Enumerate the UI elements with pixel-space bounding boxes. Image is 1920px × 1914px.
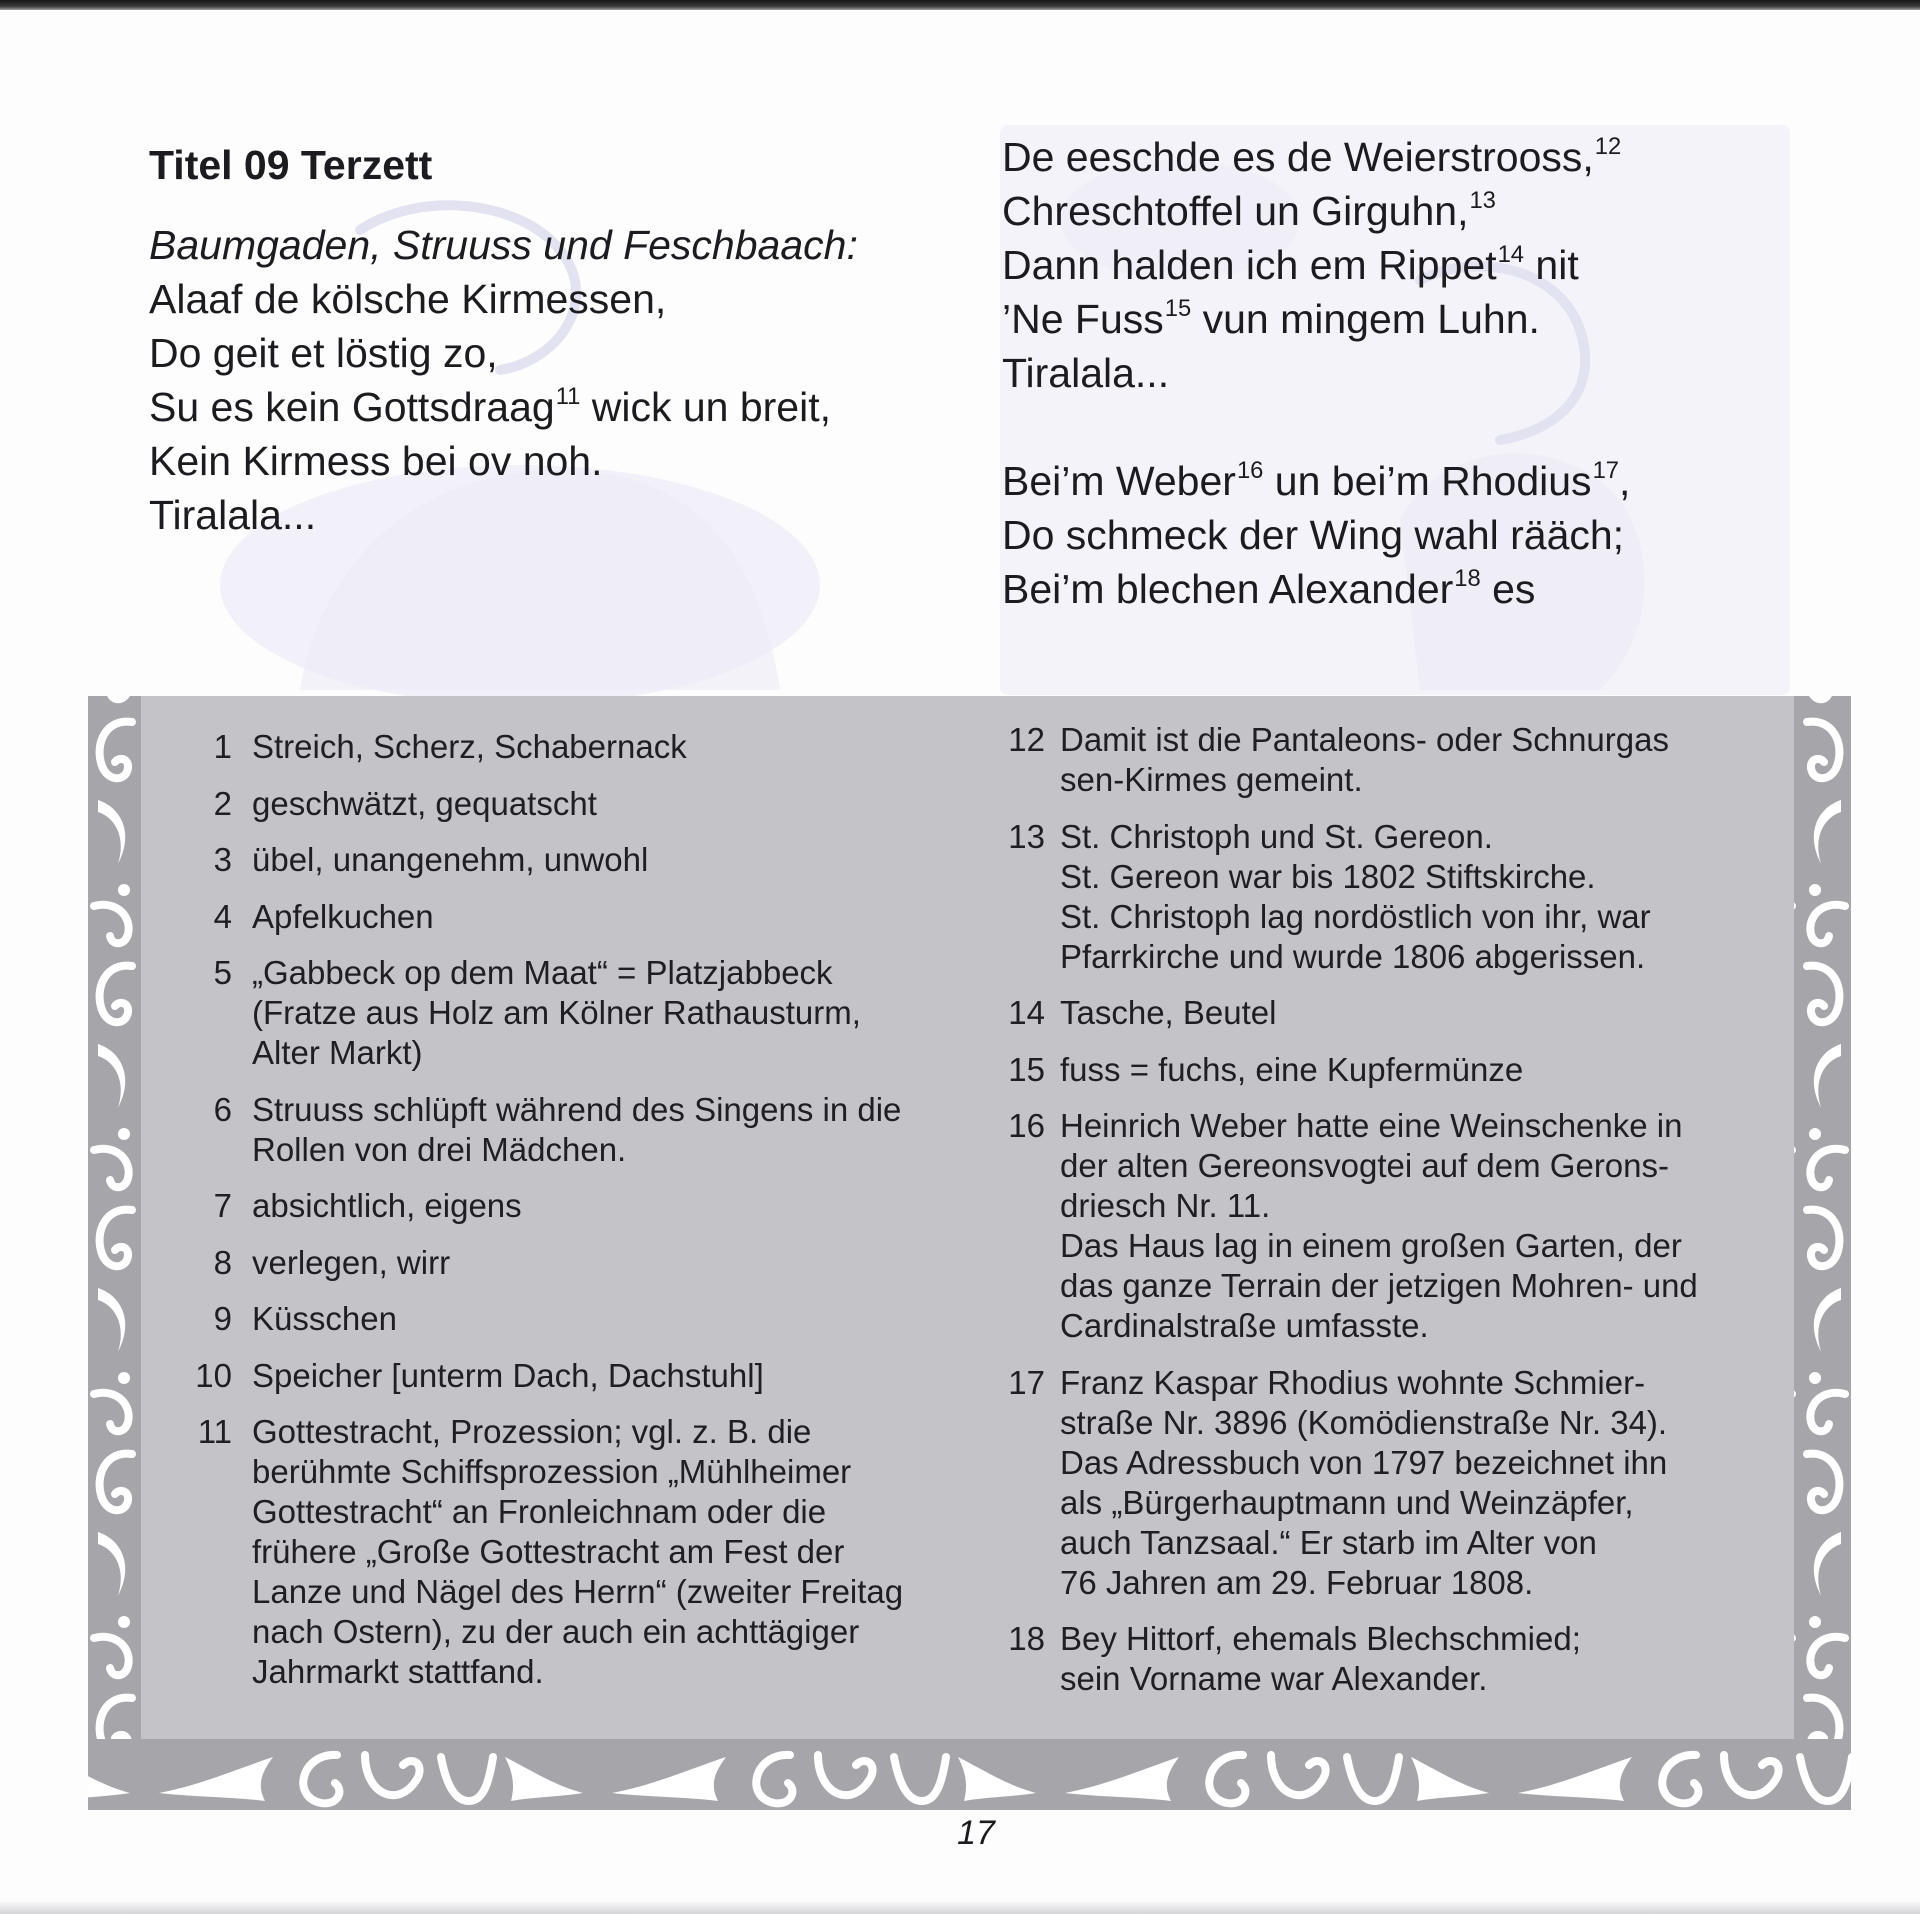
footnote-text bbox=[252, 1412, 903, 1692]
footnote-line: das ganze Terrain der jetzigen Mohren- und bbox=[1060, 1267, 1698, 1304]
lyric-text: wick un breit, bbox=[580, 384, 832, 430]
footnote-reference: 12 bbox=[1594, 132, 1622, 160]
lyric-line bbox=[149, 272, 969, 326]
footnote-line: Struuss schlüpft während des Singens in die bbox=[252, 1090, 902, 1128]
footnote-number: 7 bbox=[213, 1187, 232, 1224]
lyric-text: Tiralala... bbox=[1002, 350, 1170, 396]
footnote-number: 2 bbox=[213, 784, 232, 822]
footnote bbox=[180, 1243, 960, 1283]
lyric-line bbox=[1002, 346, 1822, 400]
footnote-line: driesch Nr. 11. bbox=[1060, 1187, 1271, 1224]
footnote-text bbox=[252, 840, 648, 880]
lyrics-right-column bbox=[1002, 130, 1822, 616]
lyric-line bbox=[149, 380, 969, 434]
song-title: Titel 09 Terzett bbox=[149, 142, 433, 188]
footnote-line: Rollen von drei Mädchen. bbox=[252, 1130, 627, 1168]
lyric-line bbox=[1002, 130, 1822, 184]
footnote-line: Alter Markt) bbox=[252, 1034, 423, 1071]
lyric-text: un bei’m Rhodius bbox=[1263, 458, 1592, 504]
footnote-line: Damit ist die Pantaleons- oder Schnurgas bbox=[1060, 721, 1669, 758]
footnote-text bbox=[252, 1243, 450, 1283]
footnote-line: Pfarrkirche und wurde 1806 abgerissen. bbox=[1060, 937, 1646, 975]
lyric-text: Bei’m blechen Alexander bbox=[1002, 566, 1454, 612]
footnote bbox=[995, 1363, 1790, 1603]
lyric-line bbox=[149, 326, 969, 380]
footnote bbox=[180, 1090, 960, 1170]
footnote bbox=[180, 1299, 960, 1339]
lyrics-left-column bbox=[149, 138, 969, 542]
footnote-text bbox=[252, 1186, 522, 1226]
footnote bbox=[995, 1050, 1790, 1090]
footnote-reference: 15 bbox=[1164, 294, 1192, 322]
lyric-line bbox=[149, 434, 969, 488]
footnote-number: 16 bbox=[1008, 1107, 1045, 1144]
footnote-line: Küsschen bbox=[252, 1300, 397, 1337]
footnote-number: 5 bbox=[213, 954, 232, 991]
footnote-reference: 16 bbox=[1236, 456, 1264, 484]
lyric-line bbox=[1002, 184, 1822, 238]
footnote-number: 14 bbox=[1008, 994, 1045, 1031]
footnote-line: straße Nr. 3896 (Komödienstraße Nr. 34). bbox=[1060, 1403, 1668, 1441]
footnote-reference: 18 bbox=[1454, 564, 1481, 592]
footnote bbox=[180, 897, 960, 937]
footnotes-right-column bbox=[995, 720, 1790, 1716]
footnote bbox=[180, 840, 960, 880]
footnote-text bbox=[252, 1356, 764, 1396]
page-number: 17 bbox=[957, 1814, 995, 1852]
footnote-line: Lanze und Nägel des Herrn“ (zweiter Freitag bbox=[252, 1573, 904, 1610]
footnote bbox=[180, 1412, 960, 1692]
footnote-number: 8 bbox=[213, 1243, 232, 1281]
singer-names: Baumgaden, Struuss und Feschbaach: bbox=[149, 222, 858, 268]
footnote-text bbox=[252, 897, 434, 937]
footnote-line: Apfelkuchen bbox=[252, 897, 434, 935]
footnote-text bbox=[1060, 720, 1669, 800]
footnote bbox=[180, 727, 960, 767]
footnote-number: 3 bbox=[213, 841, 232, 878]
footnote bbox=[995, 1106, 1790, 1346]
footnote-number: 13 bbox=[1008, 817, 1045, 855]
footnote-text bbox=[1060, 817, 1651, 977]
footnote-line: Bey Hittorf, ehemals Blechschmied; bbox=[1060, 1620, 1581, 1657]
footnote-reference: 17 bbox=[1592, 456, 1619, 484]
footnote bbox=[995, 817, 1790, 977]
footnote-number: 12 bbox=[1008, 721, 1045, 758]
lyric-text: nit bbox=[1524, 242, 1579, 288]
footnote-reference: 13 bbox=[1469, 186, 1496, 214]
footnote-line: frühere „Große Gottestracht am Fest der bbox=[252, 1533, 845, 1570]
footnote bbox=[995, 1619, 1790, 1699]
footnote-number: 17 bbox=[1008, 1363, 1045, 1401]
lyric-line bbox=[1002, 508, 1822, 562]
footnote-line: Tasche, Beutel bbox=[1060, 994, 1277, 1031]
footnote bbox=[995, 720, 1790, 800]
lyric-text: Do geit et löstig zo, bbox=[149, 330, 498, 376]
scan-bottom-edge bbox=[0, 1900, 1920, 1914]
footnote-line: nach Ostern), zu der auch ein achttägiger bbox=[252, 1613, 860, 1650]
footnote-reference: 11 bbox=[555, 382, 581, 410]
footnote-text bbox=[1060, 1050, 1523, 1090]
lyric-text: Dann halden ich em Rippet bbox=[1002, 242, 1497, 288]
lyric-line bbox=[1002, 454, 1822, 508]
lyric-text: Chreschtoffel un Girguhn, bbox=[1002, 188, 1469, 234]
footnote-line: absichtlich, eigens bbox=[252, 1187, 522, 1224]
footnote-number: 1 bbox=[213, 728, 232, 765]
footnote-line: Heinrich Weber hatte eine Weinschenke in bbox=[1060, 1107, 1683, 1144]
lyric-text: ’Ne Fuss bbox=[1002, 296, 1164, 342]
footnote-line: „Gabbeck op dem Maat“ = Platzjabbeck bbox=[252, 954, 833, 991]
footnote-line: Gottestracht“ an Fronleichnam oder die bbox=[252, 1493, 827, 1530]
footnote-line: Jahrmarkt stattfand. bbox=[252, 1653, 544, 1690]
footnote bbox=[995, 993, 1790, 1033]
footnote-line: St. Gereon war bis 1802 Stiftskirche. bbox=[1060, 857, 1596, 895]
lyric-text: Tiralala... bbox=[149, 492, 317, 538]
footnote-line: berühmte Schiffsprozession „Mühlheimer bbox=[252, 1453, 852, 1490]
footnote-line: fuss = fuchs, eine Kupfermünze bbox=[1060, 1050, 1524, 1088]
footnote-number: 11 bbox=[197, 1413, 232, 1450]
lyric-text: vun mingem Luhn. bbox=[1191, 296, 1540, 342]
footnote-line: Gottestracht, Prozession; vgl. z. B. die bbox=[252, 1413, 812, 1450]
footnote-number: 9 bbox=[213, 1300, 232, 1337]
footnote-line: Speicher [unterm Dach, Dachstuhl] bbox=[252, 1356, 764, 1394]
footnote-text bbox=[252, 727, 687, 767]
lyric-text: Alaaf de kölsche Kirmessen, bbox=[149, 276, 667, 322]
footnote-text bbox=[1060, 993, 1276, 1033]
footnote-line: Cardinalstraße umfasste. bbox=[1060, 1307, 1429, 1344]
lyric-text: Bei’m Weber bbox=[1002, 458, 1236, 504]
footnote-number: 4 bbox=[213, 897, 232, 935]
footnote bbox=[180, 1186, 960, 1226]
footnote-line: (Fratze aus Holz am Kölner Rathausturm, bbox=[252, 994, 861, 1031]
lyric-stanza bbox=[1002, 130, 1822, 400]
lyric-text: Kein Kirmess bei ov noh. bbox=[149, 438, 603, 484]
footnote-number: 10 bbox=[195, 1356, 232, 1394]
footnotes-left-column bbox=[180, 727, 960, 1709]
footnote-line: Franz Kaspar Rhodius wohnte Schmier- bbox=[1060, 1363, 1646, 1401]
footnote-line: der alten Gereonsvogtei auf dem Gerons- bbox=[1060, 1147, 1670, 1184]
footnote bbox=[180, 953, 960, 1073]
footnote-line: St. Christoph und St. Gereon. bbox=[1060, 817, 1493, 855]
footnote-text bbox=[1060, 1619, 1581, 1699]
footnote-line: geschwätzt, gequatscht bbox=[252, 784, 597, 822]
footnote-text bbox=[252, 784, 597, 824]
lyric-text: De eeschde es de Weierstrooss, bbox=[1002, 134, 1594, 180]
footnote-line: Streich, Scherz, Schabernack bbox=[252, 728, 687, 765]
footnote-reference: 14 bbox=[1497, 240, 1525, 268]
footnote-text bbox=[252, 1299, 397, 1339]
lyric-text: Su es kein Gottsdraag bbox=[149, 384, 555, 430]
footnote-number: 6 bbox=[213, 1090, 232, 1128]
footnote-line: St. Christoph lag nordöstlich von ihr, war bbox=[1060, 897, 1651, 935]
footnote-text bbox=[252, 953, 861, 1073]
footnote-line: sein Vorname war Alexander. bbox=[1060, 1660, 1488, 1697]
footnote-text bbox=[1060, 1106, 1698, 1346]
footnote-number: 15 bbox=[1008, 1050, 1045, 1088]
footnote-line: verlegen, wirr bbox=[252, 1243, 451, 1281]
footnote-line: sen-Kirmes gemeint. bbox=[1060, 761, 1363, 798]
footnote-line: Das Adressbuch von 1797 bezeichnet ihn bbox=[1060, 1443, 1668, 1481]
lyric-text: Do schmeck der Wing wahl rääch; bbox=[1002, 512, 1625, 558]
lyric-text: , bbox=[1619, 458, 1631, 504]
lyric-text: es bbox=[1480, 566, 1536, 612]
lyric-line bbox=[1002, 292, 1822, 346]
footnote bbox=[180, 784, 960, 824]
footnote-number: 18 bbox=[1008, 1620, 1045, 1657]
footnote-line: übel, unangenehm, unwohl bbox=[252, 841, 649, 878]
footnote-line: Das Haus lag in einem großen Garten, der bbox=[1060, 1227, 1682, 1264]
footnote-text bbox=[1060, 1363, 1667, 1603]
lyrics-left-lines bbox=[149, 272, 969, 542]
lyric-line bbox=[1002, 238, 1822, 292]
footnote-text bbox=[252, 1090, 901, 1170]
footnote-line: 76 Jahren am 29. Februar 1808. bbox=[1060, 1563, 1534, 1601]
lyric-line bbox=[149, 488, 969, 542]
lyric-line bbox=[1002, 562, 1822, 616]
footnote-line: auch Tanzsaal.“ Er starb im Alter von bbox=[1060, 1523, 1597, 1561]
footnote bbox=[180, 1356, 960, 1396]
lyric-stanza bbox=[1002, 454, 1822, 616]
footnote-line: als „Bürgerhauptmann und Weinzäpfer, bbox=[1060, 1483, 1634, 1521]
